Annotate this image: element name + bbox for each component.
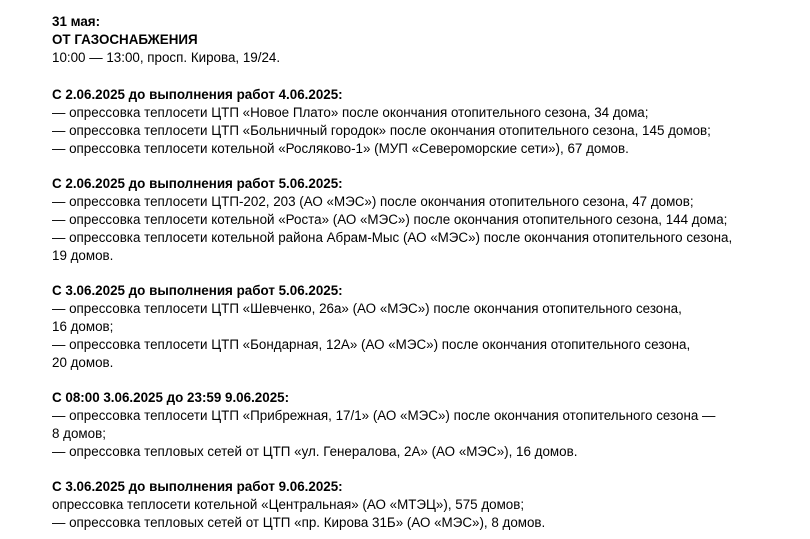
section-line: — опрессовка теплосети ЦТП «Больничный городок» после окончания отопительного сезона, 145 домов; xyxy=(52,123,711,138)
section-line: — опрессовка теплосети ЦТП «Шевченко, 26а» (АО «МЭС») после окончания отопительного сезона, xyxy=(52,301,682,316)
section-line: — опрессовка тепловых сетей от ЦТП «ул. Генералова, 2А» (АО «МЭС»), 16 домов. xyxy=(52,444,578,459)
section-2-to-5-june xyxy=(52,175,810,265)
section-line: 19 домов. xyxy=(52,248,114,263)
section-category-heading: ОТ ГАЗОСНАБЖЕНИЯ xyxy=(52,32,198,47)
section-line: 20 домов. xyxy=(52,355,114,370)
section-line: 8 домов; xyxy=(52,426,106,441)
section-heading: С 2.06.2025 до выполнения работ 5.06.2025: xyxy=(52,176,343,191)
section-line: 10:00 — 13:00, просп. Кирова, 19/24. xyxy=(52,50,281,65)
section-gas-supply xyxy=(52,13,810,67)
section-line: — опрессовка теплосети ЦТП «Прибрежная, 17/1» (АО «МЭС») после окончания отопительного сезона — xyxy=(52,408,716,423)
section-line: — опрессовка тепловых сетей от ЦТП «пр. Кирова 31Б» (АО «МЭС»), 8 домов. xyxy=(52,515,546,530)
section-line: опрессовка теплосети котельной «Центральная» (АО «МТЭЦ»), 575 домов; xyxy=(52,497,525,512)
section-line: — опрессовка теплосети ЦТП «Новое Плато» после окончания отопительного сезона, 34 дома; xyxy=(52,105,649,120)
section-line: — опрессовка теплосети котельной «Роста» (АО «МЭС») после окончания отопительного сезона, 144 дома; xyxy=(52,212,728,227)
section-3-to-9-june xyxy=(52,478,810,532)
section-line: — опрессовка теплосети котельной «Росляково-1» (МУП «Североморские сети»), 67 домов. xyxy=(52,141,629,156)
section-heading: С 08:00 3.06.2025 до 23:59 9.06.2025: xyxy=(52,390,290,405)
section-line: — опрессовка теплосети ЦТП «Бондарная, 12А» (АО «МЭС») после окончания отопительного сезона, xyxy=(52,337,691,352)
section-date-heading: 31 мая: xyxy=(52,14,101,29)
section-3-to-5-june xyxy=(52,282,810,372)
section-heading: С 3.06.2025 до выполнения работ 9.06.2025: xyxy=(52,479,343,494)
section-until-4-june xyxy=(52,86,810,158)
section-heading: С 3.06.2025 до выполнения работ 5.06.2025: xyxy=(52,283,343,298)
section-heading: С 2.06.2025 до выполнения работ 4.06.2025: xyxy=(52,87,343,102)
section-3-to-9-june-timed xyxy=(52,389,810,461)
section-line: — опрессовка теплосети ЦТП-202, 203 (АО «МЭС») после окончания отопительного сезона, 47 домов; xyxy=(52,194,694,209)
section-line: — опрессовка теплосети котельной района Абрам-Мыс (АО «МЭС») после окончания отопительного сезона, xyxy=(52,230,733,245)
section-line: 16 домов; xyxy=(52,319,114,334)
